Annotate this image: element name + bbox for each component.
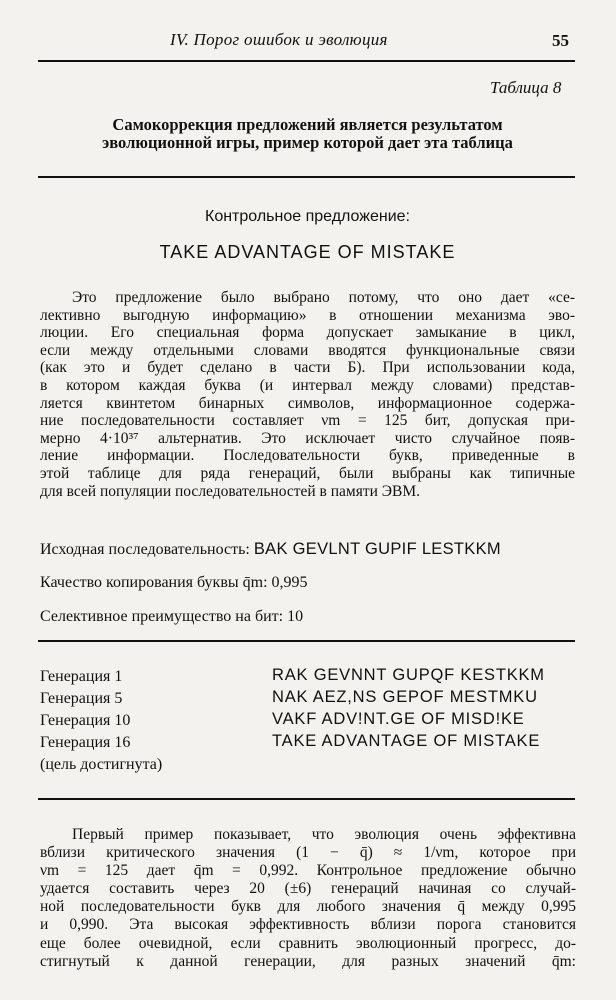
generation-label: Генерация 10 xyxy=(40,712,131,729)
paragraph-line: Первый пример показывает, что эволюция очень эффективна xyxy=(72,826,576,843)
copy-quality-value: 0,995 xyxy=(271,574,308,591)
generation-sequence: VAKF ADV!NT.GE OF MISD!KE xyxy=(272,710,525,728)
paragraph-line: и 0,990. Эта высокая эффективность вблизи порога становится xyxy=(40,916,576,934)
table-caption xyxy=(40,116,575,152)
paragraph-line: ление информации. Последовательности букв, приведенные в xyxy=(40,447,575,465)
paragraph-line: еще более очевидной, если сравнить эволюционный прогресс, до- xyxy=(40,934,576,952)
initial-sequence-label: Исходная последовательность: xyxy=(40,541,250,558)
header-rule xyxy=(38,60,575,62)
copy-quality-label: Качество копирования буквы q̄m: xyxy=(40,574,268,591)
paragraph-line: ляется квинтетом бинарных символов, информационное содержа- xyxy=(40,394,575,412)
paragraph-line: стигнутый к данной генерации, для разных значений q̄m: xyxy=(40,952,576,970)
paragraph-line: вблизи критического значения (1 − q̄) ≈ 1/νm, которое при xyxy=(40,844,576,862)
goal-reached-note: (цель достигнута) xyxy=(40,756,163,773)
paragraph-line: люции. Его специальная форма допускает замыкание в цикл, xyxy=(40,324,575,342)
generations-bottom-rule xyxy=(38,798,575,800)
generation-label: Генерация 1 xyxy=(40,668,123,685)
description-paragraph xyxy=(40,289,575,500)
initial-sequence-row xyxy=(40,540,501,559)
paragraph-line: для всей популяции последовательностей в памяти ЭВМ. xyxy=(40,482,421,500)
control-sentence: TAKE ADVANTAGE OF MISTAKE xyxy=(159,242,456,262)
generation-label: Генерация 16 xyxy=(40,734,131,751)
selective-advantage-row xyxy=(40,608,303,626)
table-label: Таблица 8 xyxy=(490,78,562,97)
generation-sequence: RAK GEVNNT GUPQF KESTKKM xyxy=(272,666,545,684)
conclusion-paragraph xyxy=(40,826,576,971)
paragraph-line: этой таблице для ряда генераций, были выбраны как типичные xyxy=(40,464,575,482)
paragraph-line: в котором каждая буква (и интервал между словами) представ- xyxy=(40,376,575,394)
caption-line: эволюционной игры, пример которой дает эта таблица xyxy=(102,133,513,152)
paragraph-line: удается составить через 20 (±6) генераций начиная со случай- xyxy=(40,880,576,898)
paragraph-line: мерно 4·10³⁷ альтернатив. Это исключает чисто случайное появ- xyxy=(40,429,575,447)
paragraph-line: νm = 125 дает q̄m = 0,992. Контрольное предложение обычно xyxy=(40,862,576,880)
generation-sequence: NAK AEZ,NS GEPOF MESTMKU xyxy=(272,688,538,706)
selective-advantage-label: Селективное преимущество на бит: xyxy=(40,608,284,625)
caption-rule xyxy=(38,176,575,178)
paragraph-line: ние последовательности составляет νm = 125 бит, допуская при- xyxy=(40,412,575,430)
paragraph-line: лективно выгодную информацию» в отношении механизма эво- xyxy=(40,306,575,324)
generation-label: Генерация 5 xyxy=(40,690,123,707)
paragraph-line: (как это и будет сделано в части Б). При использовании кода, xyxy=(40,359,575,377)
generations-top-rule xyxy=(38,640,575,642)
control-sentence-label: Контрольное предложение: xyxy=(205,208,410,225)
paragraph-line: ной последовательности букв для любого значения q̄ между 0,995 xyxy=(40,898,576,916)
paragraph-line: Это предложение было выбрано потому, что оно дает «се- xyxy=(72,289,575,306)
running-title: IV. Порог ошибок и эволюция xyxy=(170,30,388,49)
caption-line: Самокоррекция предложений является результатом xyxy=(112,115,503,134)
generation-sequence: TAKE ADVANTAGE OF MISTAKE xyxy=(272,732,541,750)
selective-advantage-value: 10 xyxy=(287,608,304,625)
copy-quality-row xyxy=(40,574,308,592)
page-number: 55 xyxy=(552,31,569,50)
initial-sequence-value: BAK GEVLNT GUPIF LESTKKM xyxy=(253,540,501,558)
paragraph-line: если между отдельными словами вводятся функциональные связи xyxy=(40,341,575,359)
